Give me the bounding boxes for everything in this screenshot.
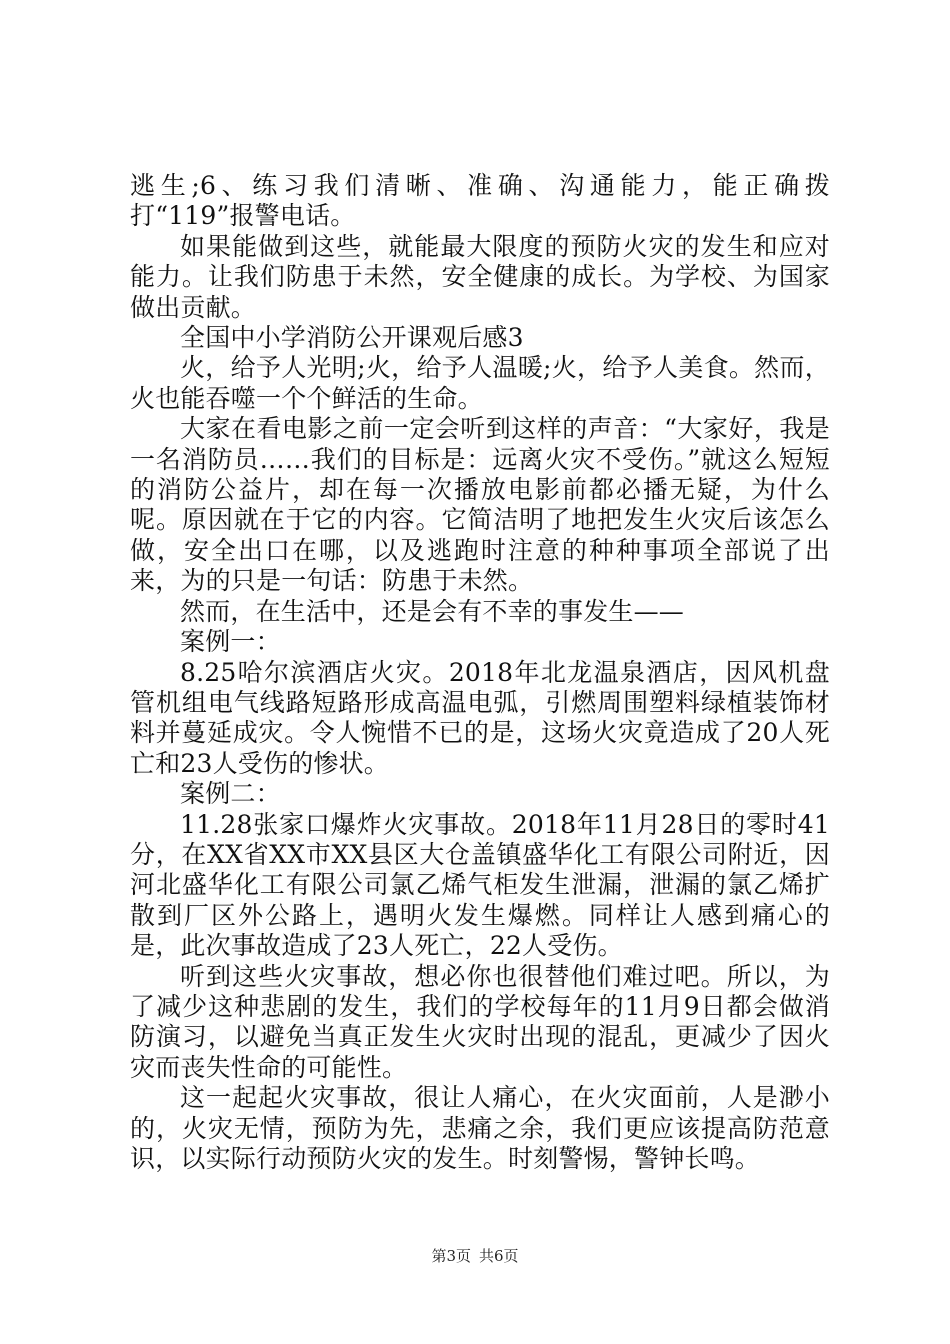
paragraph: 火，给予人光明;火，给予人温暖;火，给予人美食。然而，火也能吞噬一个个鲜活的生命。	[130, 353, 830, 413]
paragraph: 逃生;6、练习我们清晰、准确、沟通能力，能正确拨打“119”报警电话。	[130, 171, 830, 231]
case-heading: 案例二：	[180, 779, 281, 809]
section-title: 全国中小学消防公开课观后感3	[180, 323, 524, 353]
case-heading: 案例一：	[180, 627, 281, 657]
paragraph: 11.28张家口爆炸火灾事故。2018年11月28日的零时41分，在XX省XX市XX县区大仓盖镇盛华化工有限公司附近，因河北盛华化工有限公司氯乙烯气柜发生泄漏，泄漏的氯乙烯扩散到厂区外公路上，遇明火发生爆燃。同样让人感到痛心的是，此次事故造成了23人死亡，22人受伤。	[130, 809, 830, 961]
paragraph: 然而，在生活中，还是会有不幸的事发生——	[180, 596, 685, 626]
paragraph: 听到这些火灾事故，想必你也很替他们难过吧。所以，为了减少这种悲剧的发生，我们的学校每年的11月9日都会做消防演习，以避免当真正发生火灾时出现的混乱，更减少了因火灾而丧失性命的可能性。	[130, 961, 830, 1082]
page-footer	[0, 1246, 950, 1266]
paragraph: 8.25哈尔滨酒店火灾。2018年北龙温泉酒店，因风机盘管机组电气线路短路形成高温电弧，引燃周围塑料绿植装饰材料并蔓延成灾。令人惋惜不已的是，这场火灾竟造成了20人死亡和23人受伤的惨状。	[130, 657, 830, 778]
page-total: 共6页	[479, 1247, 519, 1265]
page-number: 第3页	[431, 1247, 471, 1265]
paragraph: 大家在看电影之前一定会听到这样的声音：“大家好，我是一名消防员……我们的目标是：远离火灾不受伤。”就这么短短的消防公益片，却在每一次播放电影前都必播无疑，为什么呢。原因就在于它的内容。它简洁明了地把发生火灾后该怎么做，安全出口在哪，以及逃跑时注意的种种事项全部说了出来，为的只是一句话：防患于未然。	[130, 414, 830, 596]
paragraph: 如果能做到这些，就能最大限度的预防火灾的发生和应对能力。让我们防患于未然，安全健康的成长。为学校、为国家做出贡献。	[130, 231, 830, 322]
paragraph: 这一起起火灾事故，很让人痛心，在火灾面前，人是渺小的，火灾无情，预防为先，悲痛之余，我们更应该提高防范意识，以实际行动预防火灾的发生。时刻警惕，警钟长鸣。	[130, 1083, 830, 1173]
document-body	[130, 171, 830, 1174]
